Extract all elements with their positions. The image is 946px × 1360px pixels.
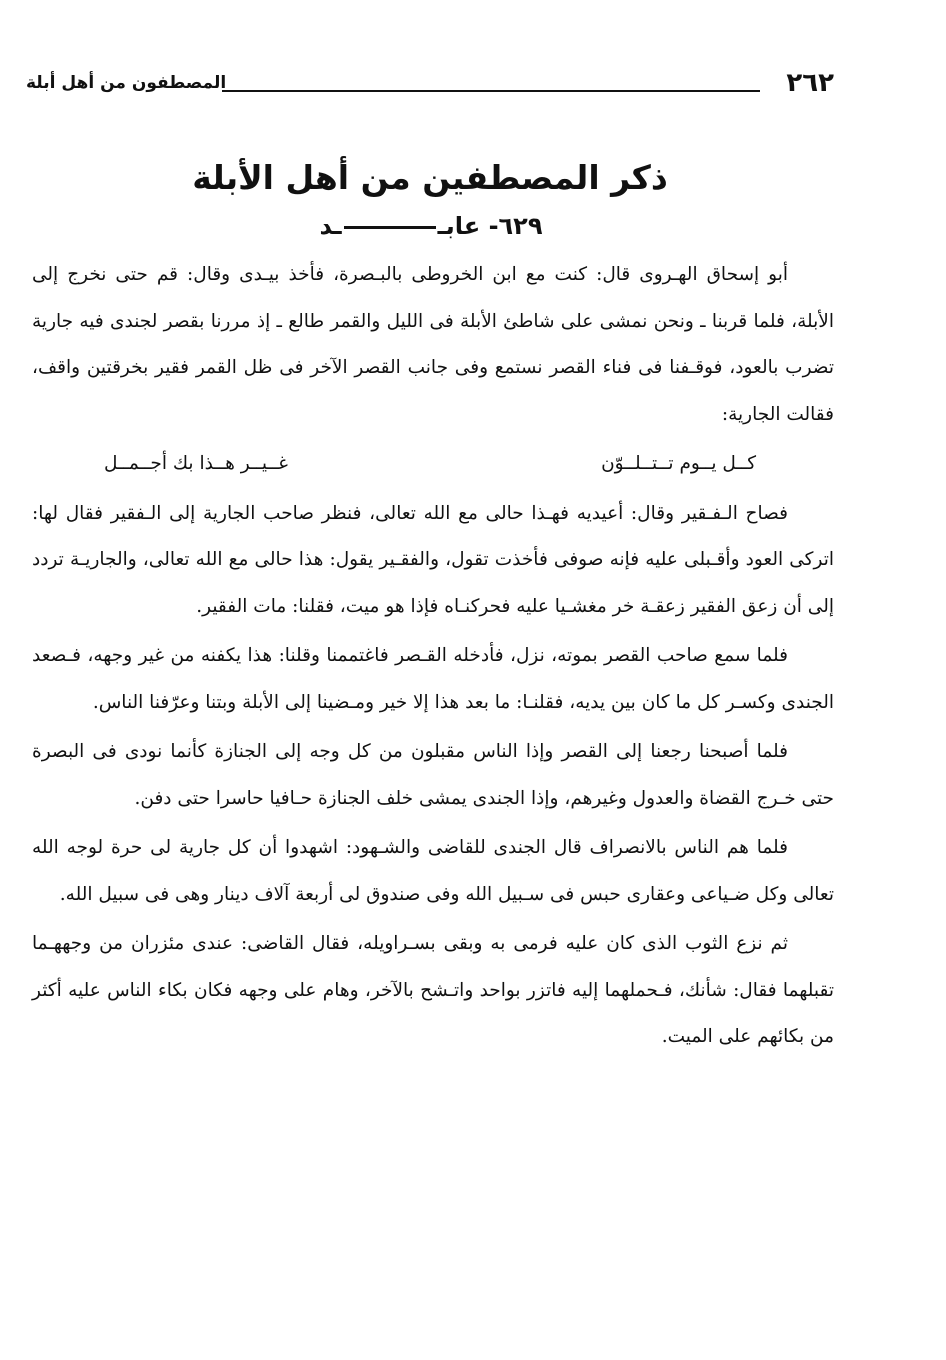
entry-name-end: ـد bbox=[319, 212, 342, 240]
section-title: ذكر المصطفين من أهل الأبلة bbox=[192, 158, 668, 197]
running-head: المصطفون من أهل أبلة bbox=[26, 73, 227, 93]
verse-line bbox=[32, 441, 834, 488]
paragraph: فلما هم الناس بالانصراف قال الجندى للقاضى والشـهود: اشهدوا أن كل جارية لى حرة لوجه الله تعالى وكل ضـياعى وعقارى حبس فى سـبيل الله وفى صندوق لى أربعة آلاف دينار وهى فى سبيل الله. bbox=[32, 837, 834, 905]
entry-number: ٦٢٩- عابـ bbox=[437, 212, 543, 240]
paragraph: أبو إسحاق الهـروى قال: كنت مع ابن الخروطى بالبـصرة، فأخذ بيـدى وقال: قم حتى نخرج إلى الأبلة، فلما قربنا ـ ونحن نمشى على شاطئ الأبلة فى الليل والقمر طالع ـ إذ مررنا بقصر لجندى فيه جارية تضرب بالعود، فوقـفنا فى فناء القصر نستمع وفى جانب القصر الآخر فى ظل القمر فقير بخرقتين واقف، فقالت الجارية: bbox=[32, 264, 834, 425]
verse-hemistich-1: كــل يــوم تــتــلــوّن bbox=[601, 453, 756, 474]
verse-hemistich-2: غــيــر هــذا بك أجــمــل bbox=[104, 453, 288, 474]
page-number: ٢٦٢ bbox=[786, 68, 834, 98]
paragraph: ثم نزع الثوب الذى كان عليه فرمى به وبقى بسـراويله، فقال القاضى: عندى مئزران من وجههـما تقبلهما فقال: شأنك، فـحملهما إليه فاتزر بواحد واتـشح بالآخر، وهام على وجهه فكان بكاء الناس عليه أكثر من بكائهم على الميت. bbox=[32, 933, 834, 1047]
paragraph: فلما سمع صاحب القصر بموته، نزل، فأدخله القـصر فاغتممنا وقلنا: هذا يكفنه من غير وجهه، فـصعد الجندى وكسـر كل ما كان بين يديه، فقلنـا: ما بعد هذا إلا خير ومـضينا إلى الأبلة وبتنا وعرّفنا الناس. bbox=[32, 645, 834, 713]
kashida-stroke bbox=[344, 226, 436, 229]
header-rule bbox=[222, 90, 760, 92]
entry-heading bbox=[0, 209, 862, 243]
body-text bbox=[32, 252, 834, 1061]
paragraph: فصاح الـفـقير وقال: أعيديه فهـذا حالى مع الله تعالى، فنظر صاحب الجارية إلى الـفقير فقال لها: اتركى العود وأقـبلى عليه فإنه صوفى فأخذت تقول، والفقـير يقول: هذا حالى مع الله تعالى، والجاريـة تردد إلى أن زعق الفقير زعقـة خر مغشـيا عليه فحركنـاه فإذا هو ميت، فقلنا: مات الفقير. bbox=[32, 502, 834, 617]
page-header bbox=[26, 66, 834, 106]
paragraph: فلما أصبحنا رجعنا إلى القصر وإذا الناس مقبلون من كل وجه إلى الجنازة كأنما نودى فى البصرة حتى خـرج القضاة والعدول وغيرهم، وإذا الجندى يمشى خلف الجنازة حـافيا حاسرا حتى دفن. bbox=[32, 741, 834, 809]
